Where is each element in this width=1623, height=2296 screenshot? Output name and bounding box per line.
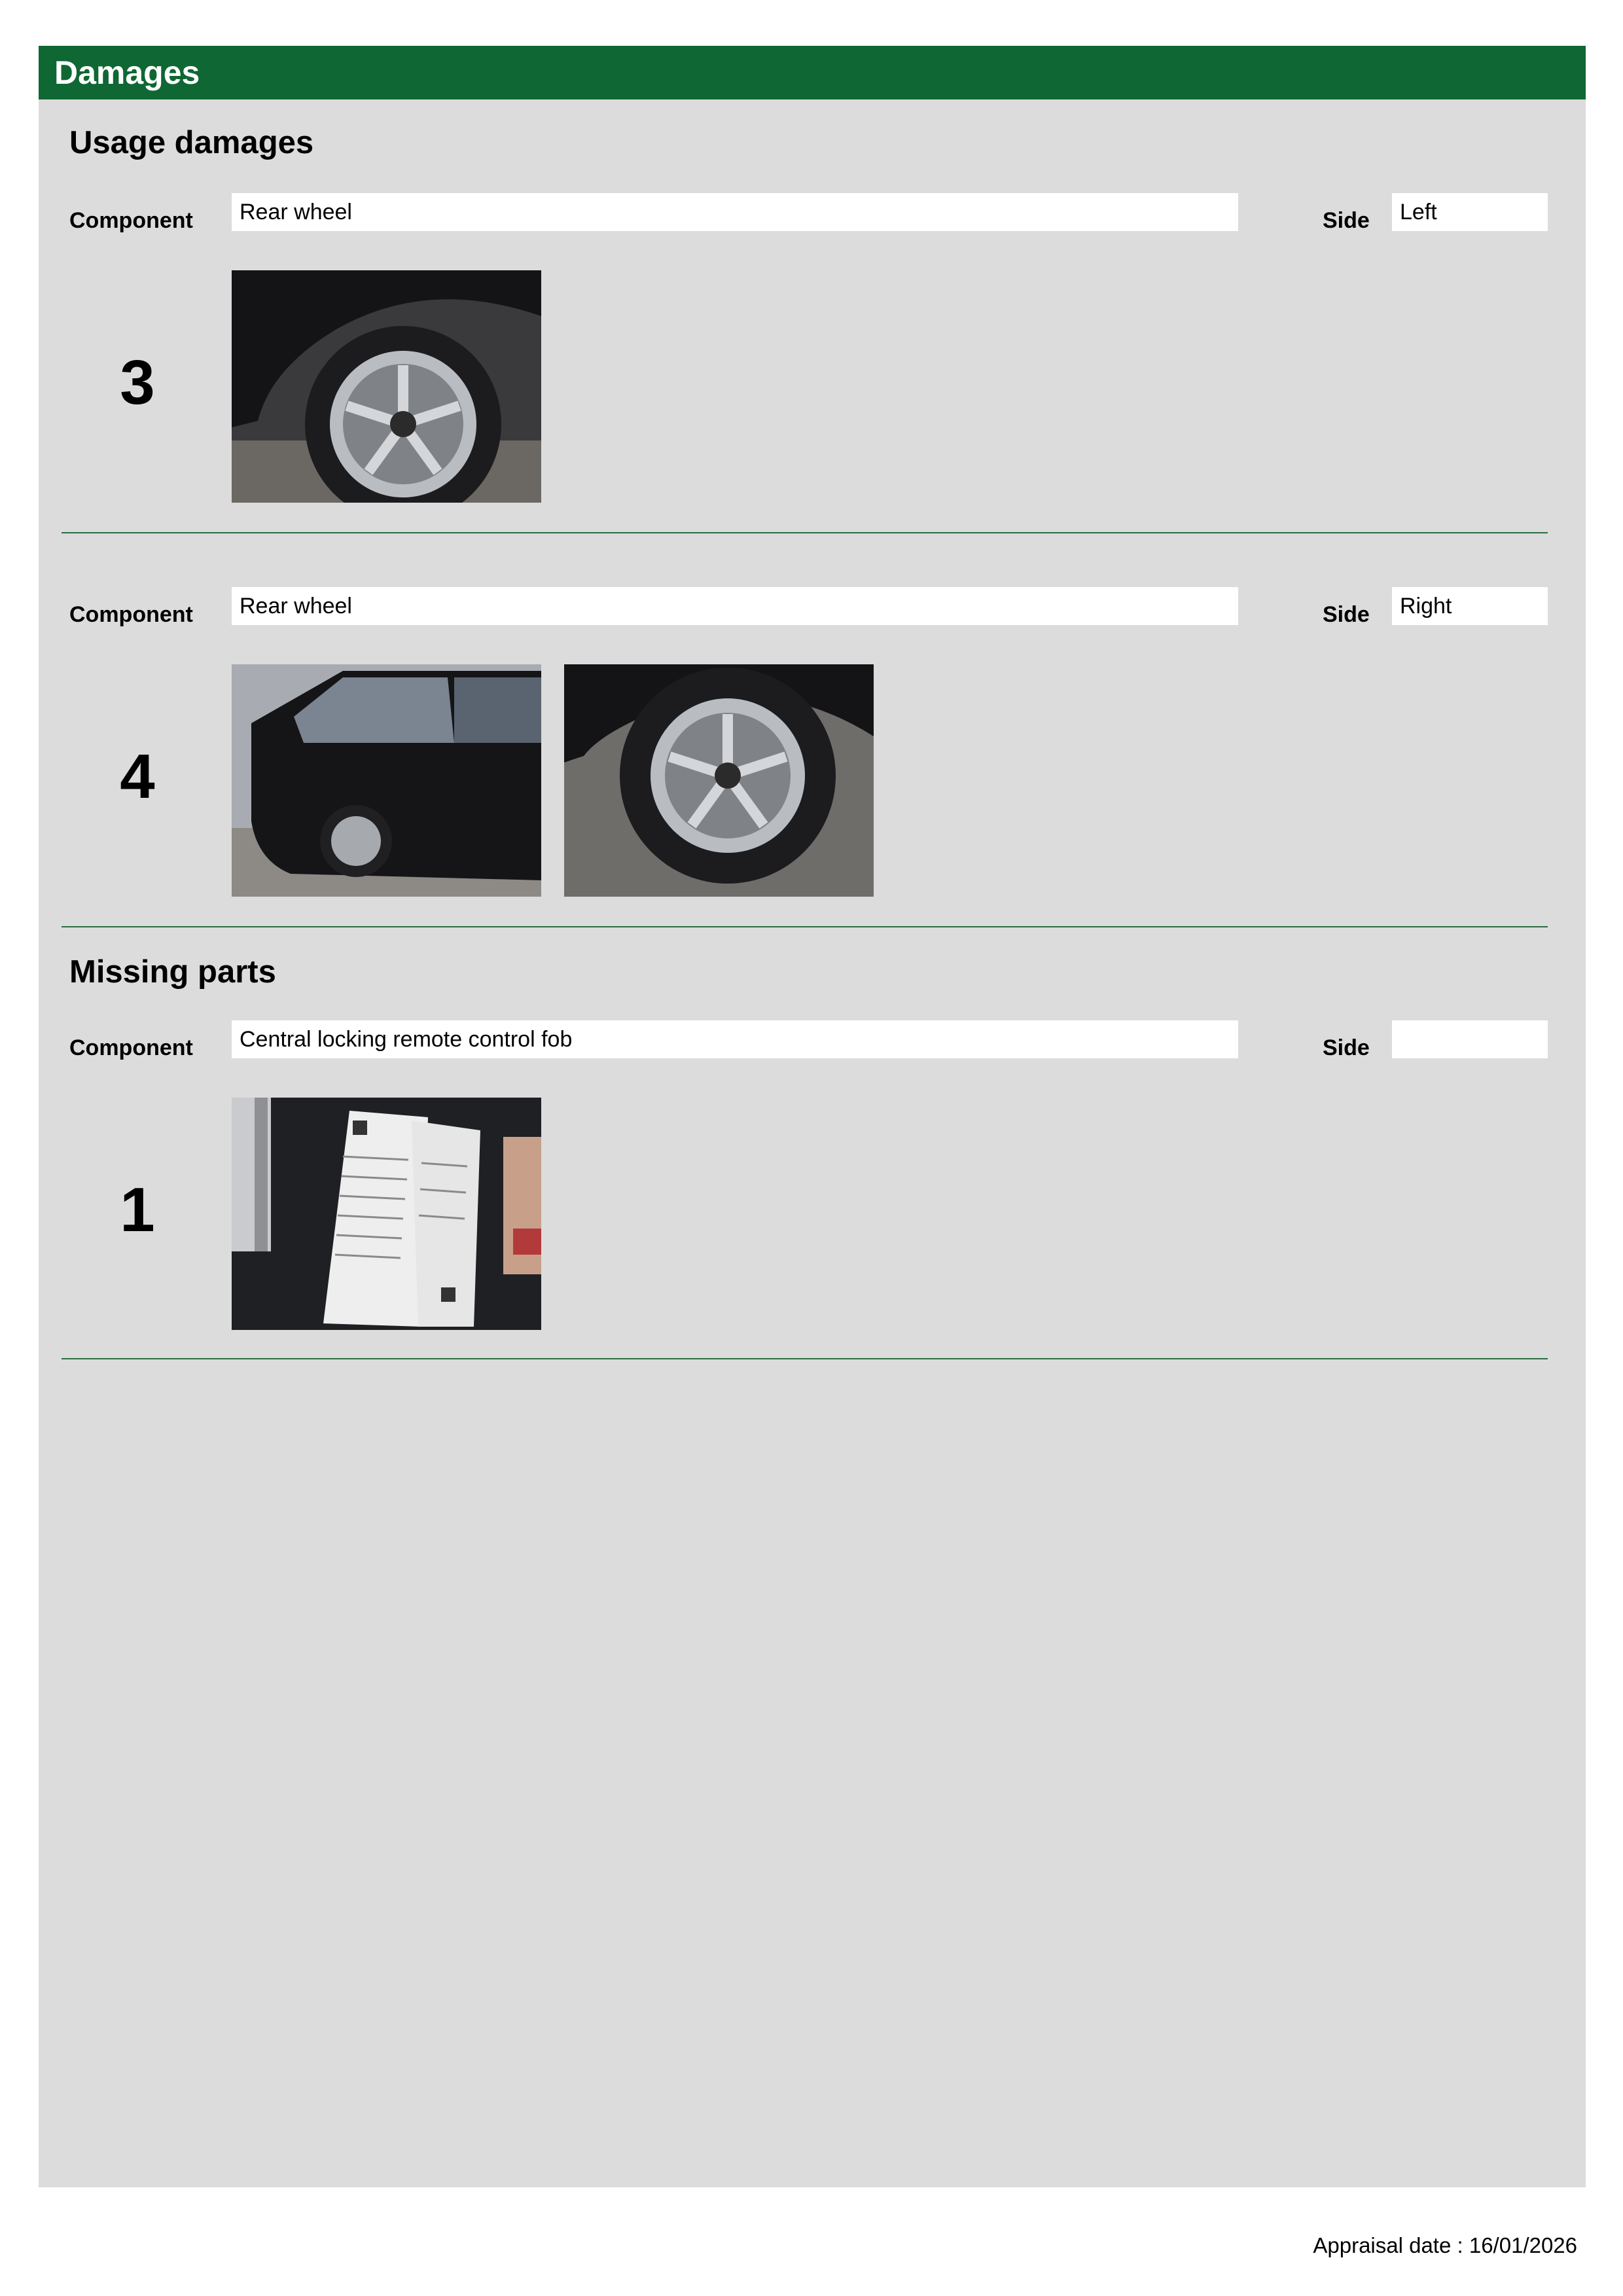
side-label: Side: [1323, 1035, 1370, 1060]
appraisal-date: Appraisal date : 16/01/2026: [1313, 2233, 1577, 2257]
documents-photo[interactable]: [232, 1098, 541, 1330]
component-field: Central locking remote control fob: [232, 1020, 1238, 1058]
damages-header: Damages: [39, 46, 1586, 99]
side-field: Left: [1392, 193, 1548, 231]
rear-wheel-photo[interactable]: [564, 664, 874, 897]
component-field: Rear wheel: [232, 587, 1238, 625]
divider: [62, 926, 1548, 927]
component-label: Component: [69, 602, 193, 627]
damages-panel: [39, 46, 1586, 2187]
damage-count: 3: [120, 348, 155, 418]
divider: [62, 532, 1548, 533]
missing-parts-title: Missing parts: [69, 954, 276, 990]
component-field: Rear wheel: [232, 193, 1238, 231]
side-field: Right: [1392, 587, 1548, 625]
rear-wheel-photo[interactable]: [232, 270, 541, 503]
side-label: Side: [1323, 208, 1370, 233]
component-label: Component: [69, 1035, 193, 1060]
damage-count: 4: [120, 742, 155, 812]
side-field: [1392, 1020, 1548, 1058]
divider: [62, 1358, 1548, 1359]
rear-door-side-photo[interactable]: [232, 664, 541, 897]
usage-damages-title: Usage damages: [69, 125, 314, 160]
side-label: Side: [1323, 602, 1370, 627]
component-label: Component: [69, 208, 193, 233]
damage-count: 1: [120, 1175, 155, 1245]
